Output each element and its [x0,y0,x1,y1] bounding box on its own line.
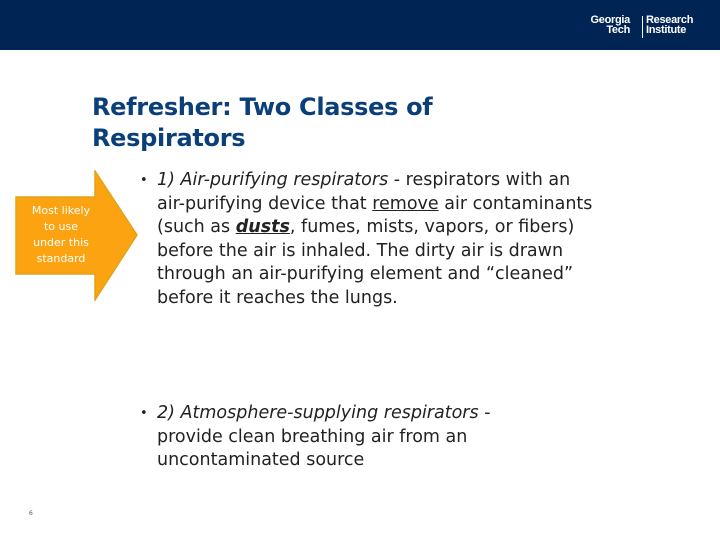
bullet-air-purifying: • 1) Air-purifying respirators - respirators with an air-purifying device that remove air contaminants (such as dusts, fumes, mists, vapors, or fibers) before the air is inhaled. The dirty air is drawn through an air-purifying element and “cleaned” before it reaches the lungs. [140,170,593,308]
callout-text: Most likely to use under this standard [31,204,91,265]
air-purifying-term: Air-purifying respirators [180,170,389,190]
bullet-atmosphere-supplying: • 2) Atmosphere-supplying respirators - provide clean breathing air from an uncontaminated source [140,403,491,470]
logo-institute: Institute [646,24,687,36]
bullet-marker: • [140,173,148,188]
slide-title [92,92,612,154]
slide-number: 6 [29,510,33,517]
logo-divider [642,16,643,38]
logo-gt [591,15,630,35]
gtri-logo [592,15,704,41]
atmosphere-supplying-term: Atmosphere-supplying respirators [180,403,479,423]
bullet-marker: • [140,406,148,421]
title-line-2: Respirators [92,124,246,152]
logo-ri [646,15,693,35]
title-line-1: Refresher: Two Classes of [92,93,433,121]
logo-tech: Tech [606,24,630,36]
logo-research: Research [646,14,694,26]
remove-word: remove [372,193,439,214]
dusts-word: dusts [235,217,290,237]
logo-georgia: Georgia [590,14,630,26]
